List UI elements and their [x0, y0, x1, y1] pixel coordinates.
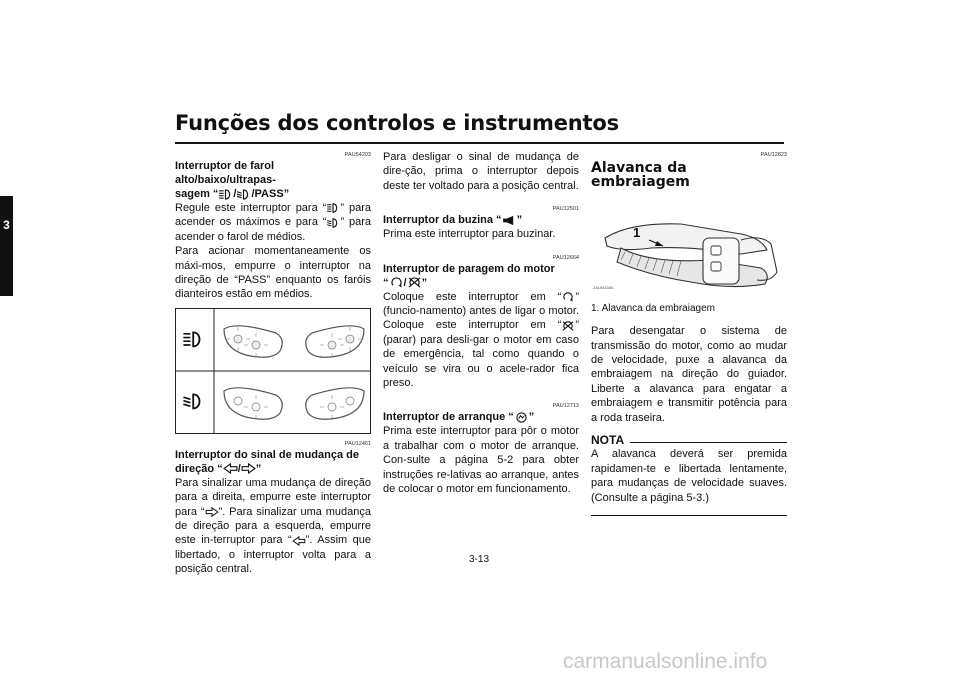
heading-text: “	[383, 276, 389, 289]
section-code: PAU12501	[552, 206, 579, 213]
section-code: PAU12461	[344, 440, 371, 447]
heading-text: Interruptor de arranque “	[383, 411, 514, 424]
note-text: A alavanca deverá ser premida rapidamen-te e libertada lentamente, para mudanças de velocidade suaves. (Consulte a página 5-3.)	[591, 448, 787, 504]
headlight-diagram	[176, 309, 370, 433]
page-number: 3-13	[469, 554, 490, 565]
turn-left-icon	[292, 536, 306, 546]
heading-text: Interruptor do sinal de mudança de	[175, 448, 359, 461]
heading-text: /	[403, 276, 407, 289]
section-heading-clutch: Alavanca da embraiagem	[591, 160, 690, 191]
note-header	[591, 433, 787, 447]
body-text: Regule este interruptor para “	[175, 202, 327, 214]
heading-text: ”	[516, 214, 523, 227]
heading-text: direção “	[175, 462, 223, 475]
figure-caption: 1. Alavanca da embraiagem	[591, 302, 715, 314]
heading-text: ”	[255, 462, 262, 475]
body-text: Para sinalizar uma mudança de direção para a direita, empurre este interruptor para “	[175, 476, 371, 518]
heading-text: sagem “	[175, 188, 219, 200]
body-text: ” para acender o farol de médios.	[175, 216, 371, 243]
section-heading-beam-switch	[175, 159, 371, 201]
beam-illustration	[175, 308, 371, 434]
body-text: ”. Assim que libertado, o interruptor volta para a posição central.	[175, 534, 371, 576]
high-beam-icon	[218, 189, 233, 200]
note-rule	[630, 442, 787, 443]
section-heading-starter	[383, 410, 579, 424]
heading-text: ”	[528, 411, 535, 424]
start-icon	[514, 412, 529, 423]
column-3	[591, 145, 787, 516]
horn-icon	[502, 215, 517, 226]
section-code: PAU12823	[760, 152, 787, 158]
body-text: ”. Para sinalizar uma mudança de direção para a esquerda, empurre este in-terruptor para “	[175, 505, 371, 547]
heading-text: Interruptor de paragem do motor	[383, 262, 555, 275]
page-title: Funções dos controlos e instrumentos	[175, 111, 619, 135]
heading-text: /	[233, 188, 237, 200]
paragraph: Prima este interruptor para buzinar.	[383, 228, 556, 241]
clutch-lever-diagram	[591, 194, 785, 298]
heading-text: ”	[421, 276, 428, 289]
body-text: ” (parar) para desli-gar o motor em caso de emergência, tal como quando o veículo se vira ou o acele-rador fica preso.	[383, 319, 579, 390]
chapter-tab	[0, 196, 13, 296]
paragraph: Para acionar momentaneamente os máxi-mos, empurre o interruptor na direção de “PASS” enquanto os faróis dianteiros estão em médios.	[175, 245, 371, 301]
paragraph	[175, 476, 371, 577]
engine-stop-icon	[561, 321, 575, 331]
high-beam-icon	[326, 203, 340, 213]
paragraph: Prima este interruptor para pôr o motor a trabalhar com o motor de arranque. Con-sulte a página 5-2 para obter instruções re-lativas ao arranque, antes de colocar o motor em funcionamento.	[383, 425, 579, 496]
section-heading-turn-signal	[175, 448, 371, 476]
turn-right-icon	[241, 463, 256, 474]
heading-text: Interruptor de farol alto/baixo/ultrapas-	[175, 160, 276, 186]
callout-number: 1	[633, 224, 641, 240]
heading-text: Interruptor da buzina “	[383, 214, 502, 227]
heading-text: /PASS”	[251, 188, 290, 200]
chapter-number: 3	[3, 218, 10, 232]
body-text: ” (funcio-namento) antes de ligar o motor. Coloque este interruptor em “	[383, 290, 579, 332]
turn-right-icon	[205, 507, 219, 517]
section-heading-engine-stop	[383, 262, 579, 290]
section-code: PAU12664	[552, 254, 579, 261]
figure-code: ZAUM1566	[593, 285, 614, 291]
column-1	[175, 145, 371, 577]
section-code: PAU54203	[344, 152, 371, 158]
heading-text: /	[237, 462, 241, 475]
section-heading-horn	[383, 213, 579, 227]
paragraph	[383, 290, 579, 391]
section-code: PAU12713	[552, 403, 579, 410]
engine-stop-icon	[407, 277, 422, 288]
turn-left-icon	[223, 463, 238, 474]
paragraph: Para desengatar o sistema de transmissão do motor, como ao mudar de velocidade, puxe a alavanca da embraiagem na direção do guiador. Liberte a alavanca para engatar a embraiagem e transmitir potência para a roda traseira.	[591, 325, 787, 424]
low-beam-icon	[236, 189, 251, 200]
engine-run-icon	[561, 292, 575, 302]
clutch-illustration	[591, 194, 785, 298]
watermark: carmanualsonline.info	[563, 650, 768, 673]
body-text: ” para acender os máximos e para “	[175, 202, 371, 229]
note-label: NOTA	[591, 433, 625, 448]
title-rule	[175, 142, 784, 144]
paragraph	[175, 201, 371, 244]
column-2	[383, 150, 579, 497]
paragraph: Para desligar o sinal de mudança de dire-ção, prima o interruptor depois deste ter voltado para a posição central.	[383, 151, 579, 192]
body-text: Coloque este interruptor em “	[383, 290, 562, 303]
engine-run-icon	[389, 277, 404, 288]
note-end-rule	[591, 515, 787, 516]
low-beam-icon	[326, 218, 340, 228]
